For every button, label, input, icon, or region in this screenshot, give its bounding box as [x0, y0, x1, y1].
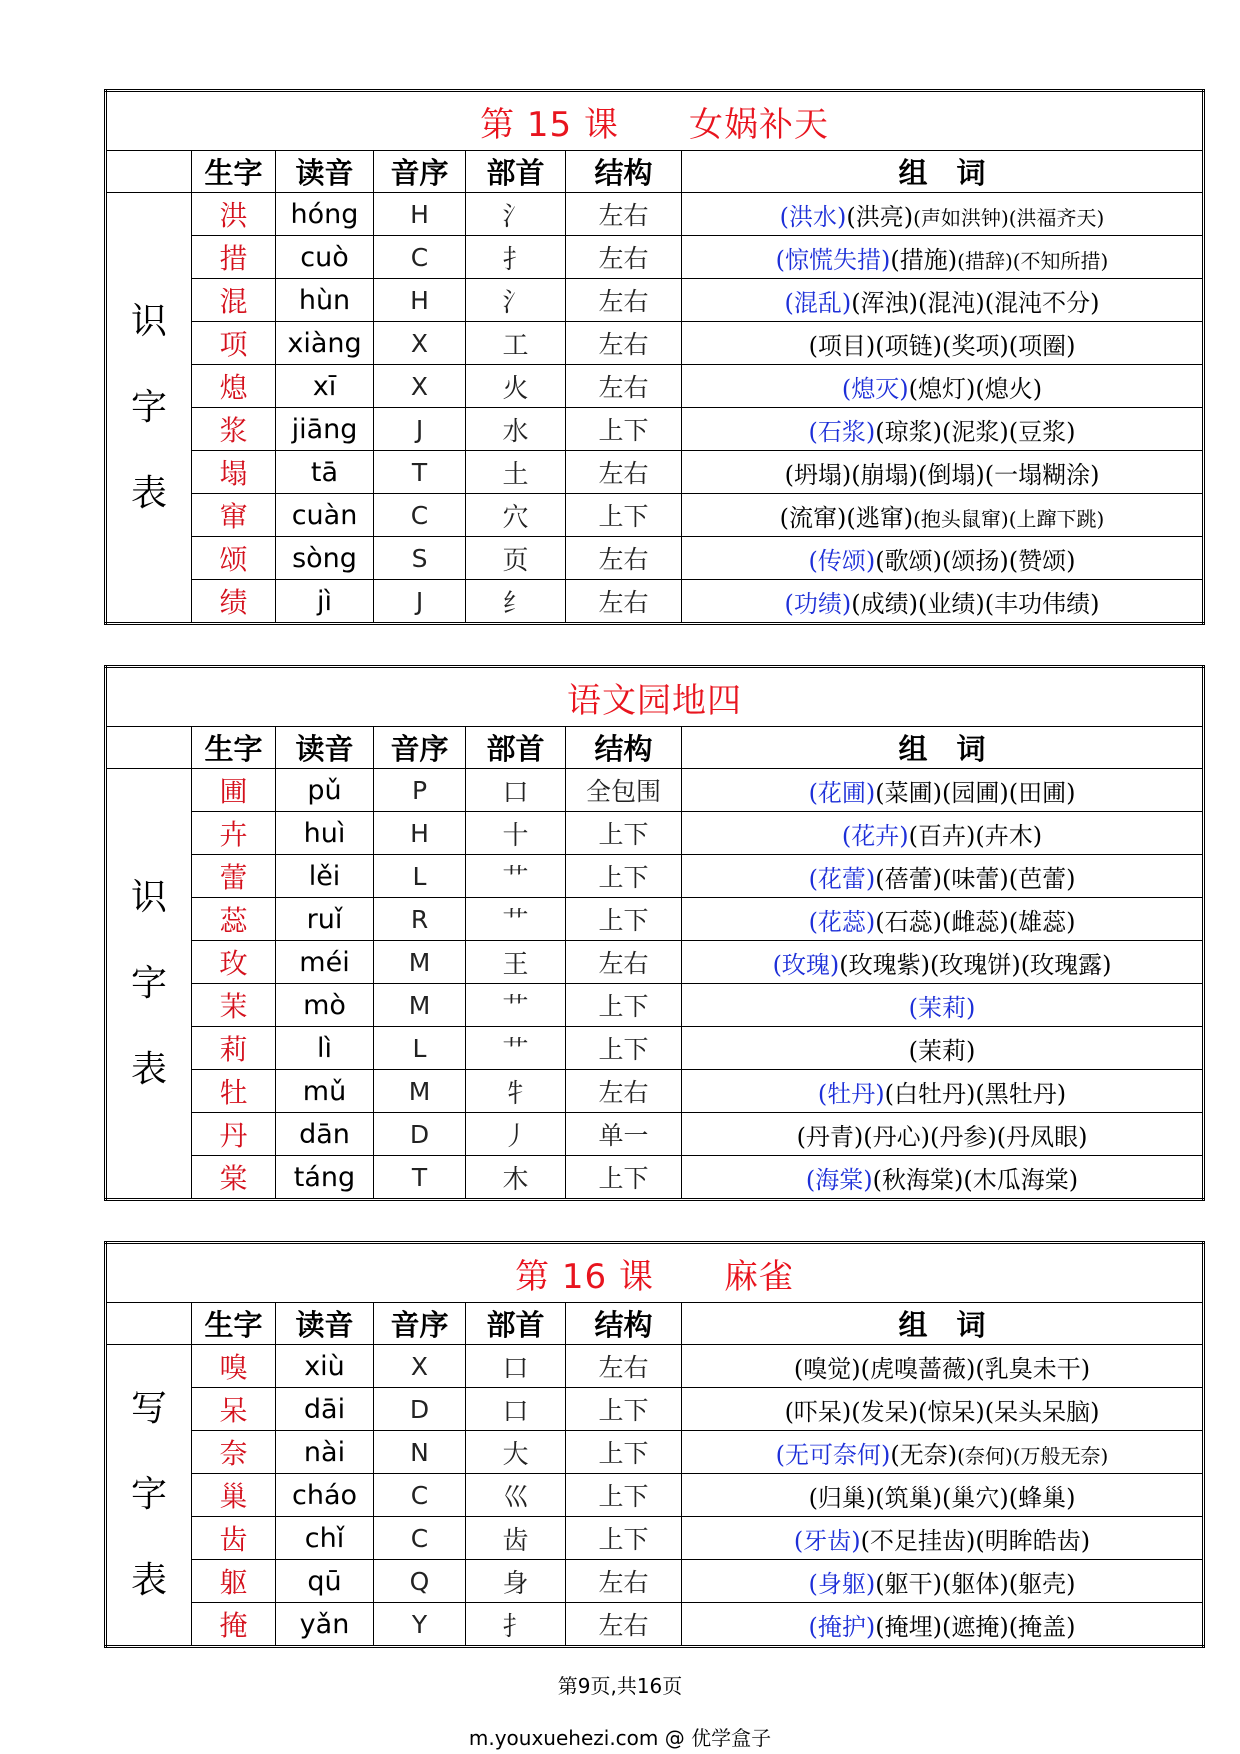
character-cell: 塌 — [192, 451, 276, 494]
table-row — [106, 769, 1204, 812]
radical-cell: 氵 — [466, 193, 566, 236]
structure-cell: 单一 — [566, 1113, 682, 1156]
column-header: 音序 — [374, 151, 466, 193]
character-cell: 项 — [192, 322, 276, 365]
character-cell: 卉 — [192, 812, 276, 855]
header-row — [106, 1303, 1204, 1345]
word-groups-cell — [682, 769, 1204, 812]
phonetic-order-cell: X — [374, 365, 466, 408]
phonetic-order-cell: R — [374, 898, 466, 941]
column-header: 音序 — [374, 727, 466, 769]
radical-cell: 十 — [466, 812, 566, 855]
column-header: 部首 — [466, 727, 566, 769]
word-groups-cell — [682, 494, 1204, 537]
highlight-word: (牡丹) — [817, 1079, 885, 1108]
table-row — [106, 1156, 1204, 1200]
column-header: 组 词 — [682, 151, 1204, 193]
radical-cell: 大 — [466, 1431, 566, 1474]
table-row — [106, 898, 1204, 941]
table-row — [106, 322, 1204, 365]
character-cell: 蕾 — [192, 855, 276, 898]
pinyin-cell: chǐ — [276, 1517, 374, 1560]
character-cell: 洪 — [192, 193, 276, 236]
character-cell: 窜 — [192, 494, 276, 537]
header-blank — [106, 727, 192, 769]
phonetic-order-cell: P — [374, 769, 466, 812]
radical-cell: 氵 — [466, 279, 566, 322]
character-cell: 呆 — [192, 1388, 276, 1431]
highlight-word: (熄灭) — [841, 374, 909, 403]
phonetic-order-cell: N — [374, 1431, 466, 1474]
column-header: 生字 — [192, 727, 276, 769]
radical-cell: 口 — [466, 769, 566, 812]
phonetic-order-cell: T — [374, 451, 466, 494]
column-header: 读音 — [276, 727, 374, 769]
table-row — [106, 451, 1204, 494]
pinyin-cell: yǎn — [276, 1603, 374, 1647]
structure-cell: 左右 — [566, 580, 682, 624]
structure-cell: 全包围 — [566, 769, 682, 812]
word-list: (流窜)(逃窜) — [779, 503, 914, 532]
table-row — [106, 1474, 1204, 1517]
word-groups-cell — [682, 322, 1204, 365]
highlight-word: (洪水) — [779, 202, 847, 231]
radical-cell: 艹 — [466, 1027, 566, 1070]
highlight-word: (传颂) — [808, 546, 876, 575]
table-row — [106, 494, 1204, 537]
small-word-list: (声如洪钟)(洪福齐天) — [913, 205, 1105, 230]
header-row — [106, 727, 1204, 769]
structure-cell: 上下 — [566, 1431, 682, 1474]
pinyin-cell: ruǐ — [276, 898, 374, 941]
radical-cell: 艹 — [466, 898, 566, 941]
pinyin-cell: dāi — [276, 1388, 374, 1431]
structure-cell: 上下 — [566, 855, 682, 898]
side-label-char: 表 — [130, 1560, 167, 1601]
word-groups-cell — [682, 236, 1204, 279]
structure-cell: 左右 — [566, 451, 682, 494]
word-groups-cell — [682, 855, 1204, 898]
phonetic-order-cell: M — [374, 941, 466, 984]
structure-cell: 上下 — [566, 494, 682, 537]
radical-cell: 齿 — [466, 1517, 566, 1560]
side-label-char: 识 — [130, 876, 167, 918]
structure-cell: 左右 — [566, 1560, 682, 1603]
word-list: (洪亮) — [846, 202, 914, 231]
word-groups-cell — [682, 898, 1204, 941]
small-word-list: (奈何)(万般无奈) — [957, 1443, 1109, 1468]
radical-cell: 丿 — [466, 1113, 566, 1156]
source-footer: m.youxuehezi.com @ 优学盒子 — [468, 1726, 772, 1750]
table-row — [106, 1388, 1204, 1431]
phonetic-order-cell: H — [374, 812, 466, 855]
character-cell: 奈 — [192, 1431, 276, 1474]
pinyin-cell: sòng — [276, 537, 374, 580]
word-groups-cell — [682, 984, 1204, 1027]
word-list: (菜圃)(园圃)(田圃) — [875, 778, 1076, 807]
pinyin-cell: xiù — [276, 1345, 374, 1388]
radical-cell: 穴 — [466, 494, 566, 537]
highlight-word: (石浆) — [808, 417, 876, 446]
character-cell: 浆 — [192, 408, 276, 451]
character-cell: 措 — [192, 236, 276, 279]
radical-cell: 土 — [466, 451, 566, 494]
pinyin-cell: xiàng — [276, 322, 374, 365]
pinyin-cell: huì — [276, 812, 374, 855]
column-header: 结构 — [566, 151, 682, 193]
pinyin-cell: dān — [276, 1113, 374, 1156]
pinyin-cell: hùn — [276, 279, 374, 322]
table-row — [106, 580, 1204, 624]
phonetic-order-cell: D — [374, 1388, 466, 1431]
pinyin-cell: mò — [276, 984, 374, 1027]
table-row — [106, 365, 1204, 408]
character-cell: 掩 — [192, 1603, 276, 1647]
radical-cell: 水 — [466, 408, 566, 451]
word-groups-cell — [682, 1156, 1204, 1200]
structure-cell: 上下 — [566, 1156, 682, 1200]
word-list: (成绩)(业绩)(丰功伟绩) — [851, 589, 1100, 618]
column-header: 生字 — [192, 151, 276, 193]
character-cell: 牡 — [192, 1070, 276, 1113]
highlight-word: (玫瑰) — [772, 950, 840, 979]
word-list: (嗅觉)(虎嗅蔷薇)(乳臭未干) — [793, 1354, 1091, 1383]
word-groups-cell — [682, 1345, 1204, 1388]
structure-cell: 上下 — [566, 812, 682, 855]
phonetic-order-cell: C — [374, 236, 466, 279]
word-list: (坍塌)(崩塌)(倒塌)(一塌糊涂) — [784, 460, 1100, 489]
word-groups-cell — [682, 1388, 1204, 1431]
word-list: (不足挂齿)(明眸皓齿) — [860, 1526, 1091, 1555]
structure-cell: 上下 — [566, 1027, 682, 1070]
character-cell: 茉 — [192, 984, 276, 1027]
word-groups-cell — [682, 1560, 1204, 1603]
column-header: 部首 — [466, 151, 566, 193]
highlight-word: (功绩) — [784, 589, 852, 618]
word-list: (项目)(项链)(奖项)(项圈) — [808, 331, 1076, 360]
word-list: (秋海棠)(木瓜海棠) — [872, 1165, 1079, 1194]
structure-cell: 左右 — [566, 193, 682, 236]
phonetic-order-cell: T — [374, 1156, 466, 1200]
word-list: (歌颂)(颂扬)(赞颂) — [875, 546, 1076, 575]
radical-cell: 口 — [466, 1345, 566, 1388]
highlight-word: (掩护) — [808, 1612, 876, 1641]
table-row — [106, 1517, 1204, 1560]
word-list: (吓呆)(发呆)(惊呆)(呆头呆脑) — [784, 1397, 1100, 1426]
structure-cell: 上下 — [566, 1517, 682, 1560]
column-header: 音序 — [374, 1303, 466, 1345]
character-cell: 巢 — [192, 1474, 276, 1517]
table-row — [106, 1027, 1204, 1070]
page-number: 第9页,共16页 — [557, 1674, 683, 1698]
word-list: (白牡丹)(黑牡丹) — [884, 1079, 1067, 1108]
column-header: 组 词 — [682, 727, 1204, 769]
radical-cell: 艹 — [466, 855, 566, 898]
side-label — [106, 769, 192, 1200]
character-cell: 齿 — [192, 1517, 276, 1560]
phonetic-order-cell: C — [374, 494, 466, 537]
word-list: (百卉)(卉木) — [908, 821, 1043, 850]
table-row — [106, 812, 1204, 855]
pinyin-cell: mǔ — [276, 1070, 374, 1113]
character-cell: 圃 — [192, 769, 276, 812]
highlight-word: (身躯) — [808, 1569, 876, 1598]
phonetic-order-cell: L — [374, 855, 466, 898]
word-list: (掩埋)(遮掩)(掩盖) — [875, 1612, 1076, 1641]
phonetic-order-cell: D — [374, 1113, 466, 1156]
side-label-char: 表 — [130, 472, 167, 514]
word-groups-cell — [682, 193, 1204, 236]
word-groups-cell — [682, 451, 1204, 494]
phonetic-order-cell: C — [374, 1474, 466, 1517]
table-row — [106, 408, 1204, 451]
word-list: (丹青)(丹心)(丹参)(丹凤眼) — [796, 1122, 1088, 1151]
word-groups-cell — [682, 1517, 1204, 1560]
pinyin-cell: xī — [276, 365, 374, 408]
radical-cell: 扌 — [466, 236, 566, 279]
character-cell: 熄 — [192, 365, 276, 408]
highlight-word: (花卉) — [841, 821, 909, 850]
phonetic-order-cell: Q — [374, 1560, 466, 1603]
character-cell: 玫 — [192, 941, 276, 984]
structure-cell: 上下 — [566, 1388, 682, 1431]
structure-cell: 左右 — [566, 236, 682, 279]
word-list: (浑浊)(混沌)(混沌不分) — [851, 288, 1100, 317]
column-header: 生字 — [192, 1303, 276, 1345]
table-row — [106, 537, 1204, 580]
word-groups-cell — [682, 365, 1204, 408]
word-list: (归巢)(筑巢)(巢穴)(蜂巢) — [808, 1483, 1076, 1512]
structure-cell: 上下 — [566, 898, 682, 941]
structure-cell: 左右 — [566, 322, 682, 365]
radical-cell: 木 — [466, 1156, 566, 1200]
column-header: 部首 — [466, 1303, 566, 1345]
character-cell: 混 — [192, 279, 276, 322]
pinyin-cell: pǔ — [276, 769, 374, 812]
structure-cell: 左右 — [566, 537, 682, 580]
pinyin-cell: táng — [276, 1156, 374, 1200]
highlight-word: (混乱) — [784, 288, 852, 317]
pinyin-cell: lì — [276, 1027, 374, 1070]
table-row — [106, 236, 1204, 279]
character-cell: 绩 — [192, 580, 276, 624]
word-groups-cell — [682, 1474, 1204, 1517]
table-row — [106, 984, 1204, 1027]
chinese-garden-4-table — [104, 665, 1205, 1201]
radical-cell: 纟 — [466, 580, 566, 624]
phonetic-order-cell: J — [374, 580, 466, 624]
pinyin-cell: jì — [276, 580, 374, 624]
section-title: 第 15 课 女娲补天 — [106, 91, 1204, 151]
radical-cell: 艹 — [466, 984, 566, 1027]
highlight-word: (茉莉) — [908, 993, 976, 1022]
structure-cell: 左右 — [566, 365, 682, 408]
small-word-list: (抱头鼠窜)(上蹿下跳) — [913, 506, 1105, 531]
radical-cell: 火 — [466, 365, 566, 408]
table-row — [106, 193, 1204, 236]
structure-cell: 左右 — [566, 1070, 682, 1113]
table-row — [106, 279, 1204, 322]
column-header: 读音 — [276, 151, 374, 193]
phonetic-order-cell: X — [374, 1345, 466, 1388]
word-groups-cell — [682, 408, 1204, 451]
side-label — [106, 1345, 192, 1647]
character-cell: 颂 — [192, 537, 276, 580]
character-cell: 躯 — [192, 1560, 276, 1603]
character-cell: 嗅 — [192, 1345, 276, 1388]
structure-cell: 左右 — [566, 279, 682, 322]
pinyin-cell: tā — [276, 451, 374, 494]
radical-cell: 页 — [466, 537, 566, 580]
word-list: (石蕊)(雌蕊)(雄蕊) — [875, 907, 1076, 936]
phonetic-order-cell: J — [374, 408, 466, 451]
word-groups-cell — [682, 1431, 1204, 1474]
table-row — [106, 1345, 1204, 1388]
highlight-word: (惊慌失措) — [775, 245, 891, 274]
radical-cell: 巛 — [466, 1474, 566, 1517]
structure-cell: 上下 — [566, 984, 682, 1027]
word-list: (无奈) — [890, 1440, 958, 1469]
table-row — [106, 1560, 1204, 1603]
pinyin-cell: cháo — [276, 1474, 374, 1517]
phonetic-order-cell: L — [374, 1027, 466, 1070]
highlight-word: (花蕊) — [808, 907, 876, 936]
word-list: (琼浆)(泥浆)(豆浆) — [875, 417, 1076, 446]
lesson-15-table — [104, 89, 1205, 625]
radical-cell: 工 — [466, 322, 566, 365]
side-label-char: 识 — [130, 300, 167, 342]
radical-cell: 王 — [466, 941, 566, 984]
highlight-word: (无可奈何) — [775, 1440, 891, 1469]
side-label-char: 字 — [130, 386, 167, 428]
table-row — [106, 855, 1204, 898]
highlight-word: (花蕾) — [808, 864, 876, 893]
character-cell: 丹 — [192, 1113, 276, 1156]
radical-cell: 身 — [466, 1560, 566, 1603]
character-cell: 棠 — [192, 1156, 276, 1200]
column-header: 组 词 — [682, 1303, 1204, 1345]
pinyin-cell: nài — [276, 1431, 374, 1474]
word-list: (躯干)(躯体)(躯壳) — [875, 1569, 1076, 1598]
character-cell: 莉 — [192, 1027, 276, 1070]
word-groups-cell — [682, 1070, 1204, 1113]
structure-cell: 上下 — [566, 1474, 682, 1517]
side-label-char: 写 — [130, 1388, 167, 1429]
radical-cell: 牜 — [466, 1070, 566, 1113]
word-groups-cell — [682, 812, 1204, 855]
column-header: 结构 — [566, 727, 682, 769]
lesson-16-table — [104, 1241, 1205, 1648]
word-groups-cell — [682, 941, 1204, 984]
table-row — [106, 1431, 1204, 1474]
pinyin-cell: méi — [276, 941, 374, 984]
small-word-list: (措辞)(不知所措) — [957, 248, 1109, 273]
header-row — [106, 151, 1204, 193]
word-list: (蓓蕾)(味蕾)(芭蕾) — [875, 864, 1076, 893]
section-title: 第 16 课 麻雀 — [106, 1243, 1204, 1303]
word-list: (茉莉) — [908, 1036, 976, 1065]
word-list: (玫瑰紫)(玫瑰饼)(玫瑰露) — [839, 950, 1112, 979]
header-blank — [106, 1303, 192, 1345]
phonetic-order-cell: M — [374, 1070, 466, 1113]
character-cell: 蕊 — [192, 898, 276, 941]
phonetic-order-cell: C — [374, 1517, 466, 1560]
pinyin-cell: cuàn — [276, 494, 374, 537]
pinyin-cell: lěi — [276, 855, 374, 898]
highlight-word: (花圃) — [808, 778, 876, 807]
table-row — [106, 1070, 1204, 1113]
word-groups-cell — [682, 537, 1204, 580]
section-title: 语文园地四 — [106, 667, 1204, 727]
pinyin-cell: jiāng — [276, 408, 374, 451]
structure-cell: 左右 — [566, 1603, 682, 1647]
radical-cell: 口 — [466, 1388, 566, 1431]
highlight-word: (海棠) — [805, 1165, 873, 1194]
structure-cell: 上下 — [566, 408, 682, 451]
table-row — [106, 941, 1204, 984]
word-groups-cell — [682, 1027, 1204, 1070]
phonetic-order-cell: H — [374, 193, 466, 236]
highlight-word: (牙齿) — [793, 1526, 861, 1555]
side-label-char: 字 — [130, 1474, 167, 1515]
table-row — [106, 1113, 1204, 1156]
pinyin-cell: hóng — [276, 193, 374, 236]
table-row — [106, 1603, 1204, 1647]
column-header: 结构 — [566, 1303, 682, 1345]
word-groups-cell — [682, 1603, 1204, 1647]
word-list: (措施) — [890, 245, 958, 274]
header-blank — [106, 151, 192, 193]
word-groups-cell — [682, 1113, 1204, 1156]
pinyin-cell: cuò — [276, 236, 374, 279]
phonetic-order-cell: H — [374, 279, 466, 322]
word-groups-cell — [682, 279, 1204, 322]
radical-cell: 扌 — [466, 1603, 566, 1647]
phonetic-order-cell: X — [374, 322, 466, 365]
structure-cell: 左右 — [566, 1345, 682, 1388]
pinyin-cell: qū — [276, 1560, 374, 1603]
column-header: 读音 — [276, 1303, 374, 1345]
phonetic-order-cell: Y — [374, 1603, 466, 1647]
side-label — [106, 193, 192, 624]
phonetic-order-cell: S — [374, 537, 466, 580]
side-label-char: 表 — [130, 1048, 167, 1090]
structure-cell: 左右 — [566, 941, 682, 984]
phonetic-order-cell: M — [374, 984, 466, 1027]
side-label-char: 字 — [130, 962, 167, 1004]
word-list: (熄灯)(熄火) — [908, 374, 1043, 403]
word-groups-cell — [682, 580, 1204, 624]
